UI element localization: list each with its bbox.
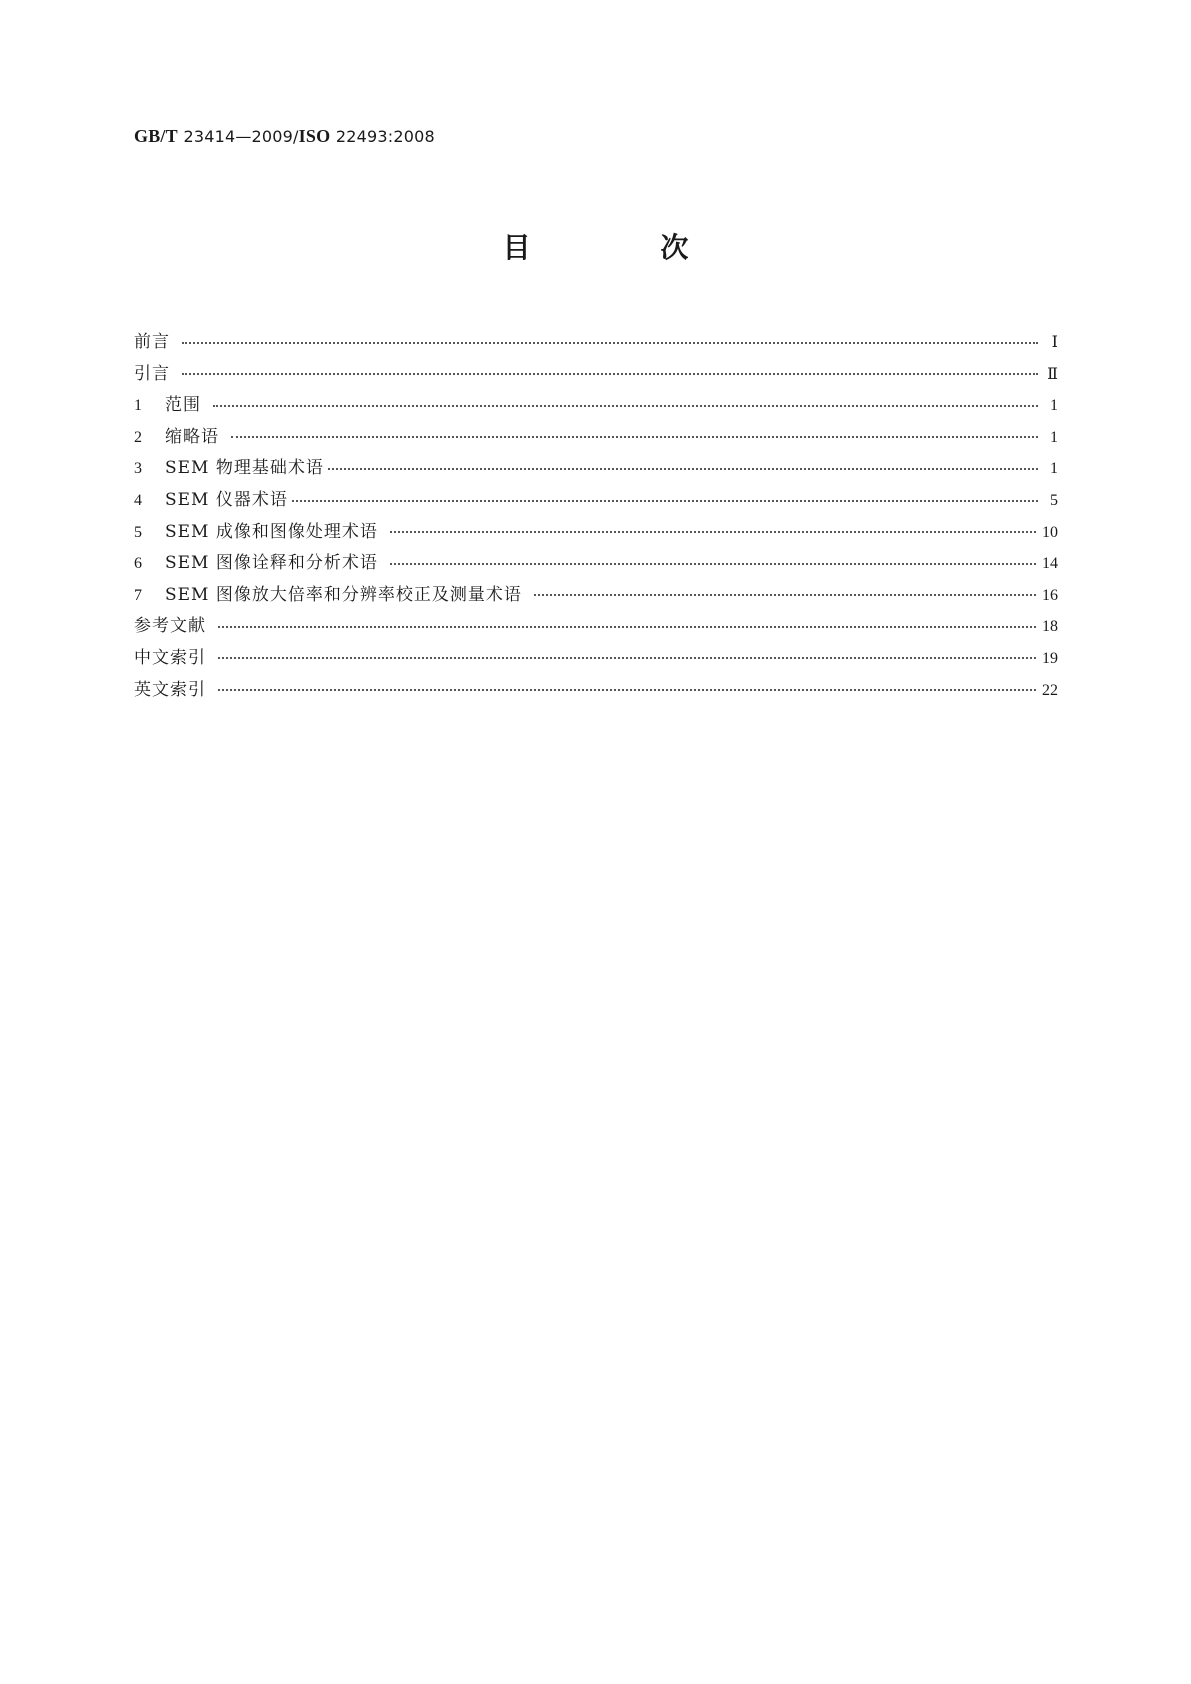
toc-entry-label: 引言 xyxy=(134,363,170,384)
toc-entry-number: 7 xyxy=(134,586,142,604)
toc-entry-bibliography[interactable] xyxy=(134,611,1058,643)
toc-entry-label: SEM 成像和图像处理术语 xyxy=(165,521,378,542)
toc-entry-page: 22 xyxy=(1042,681,1058,699)
toc-entry-chinese-index[interactable] xyxy=(134,643,1058,675)
std-prefix: GB/T xyxy=(134,126,178,146)
iso-prefix: ISO xyxy=(298,126,331,146)
toc-entry-sem-physics-terms[interactable] xyxy=(134,453,1058,485)
toc-entry-label: SEM 图像放大倍率和分辨率校正及测量术语 xyxy=(165,584,522,605)
dot-leader xyxy=(218,640,1036,659)
toc-entry-label: SEM 图像诠释和分析术语 xyxy=(165,553,378,574)
toc-entry-page: 16 xyxy=(1042,586,1058,604)
dot-leader xyxy=(390,514,1036,533)
toc-entry-label: 范围 xyxy=(165,395,201,416)
table-of-contents xyxy=(134,327,1058,706)
toc-entry-number: 4 xyxy=(134,491,142,509)
dot-leader xyxy=(231,419,1038,438)
toc-entry-page: 1 xyxy=(1050,397,1058,415)
standard-header xyxy=(134,126,435,147)
toc-entry-page: 1 xyxy=(1050,428,1058,446)
dot-leader xyxy=(218,609,1036,628)
toc-entry-introduction[interactable] xyxy=(134,359,1058,391)
toc-entry-page: 5 xyxy=(1050,491,1058,509)
dot-leader xyxy=(534,577,1036,596)
dot-leader xyxy=(182,356,1038,375)
toc-entry-number: 1 xyxy=(134,397,142,415)
toc-entry-label: 参考文献 xyxy=(134,616,206,637)
toc-entry-foreword[interactable] xyxy=(134,327,1058,359)
std-number: 23414—2009/ xyxy=(183,127,299,146)
toc-entry-sem-interpretation-terms[interactable] xyxy=(134,548,1058,580)
toc-entry-sem-instrument-terms[interactable] xyxy=(134,485,1058,517)
toc-entry-page: 1 xyxy=(1050,460,1058,478)
toc-entry-label: 缩略语 xyxy=(165,426,219,447)
toc-entry-number: 3 xyxy=(134,460,142,478)
dot-leader xyxy=(328,451,1038,470)
toc-entry-page: 14 xyxy=(1042,555,1058,573)
toc-entry-page: 18 xyxy=(1042,618,1058,636)
toc-entry-page: Ⅱ xyxy=(1047,365,1058,383)
toc-entry-english-index[interactable] xyxy=(134,675,1058,707)
toc-entry-page: Ⅰ xyxy=(1051,334,1058,351)
dot-leader xyxy=(182,325,1038,344)
iso-number: 22493:2008 xyxy=(335,127,435,146)
toc-entry-label: SEM 仪器术语 xyxy=(165,489,288,510)
toc-entry-label: 前言 xyxy=(134,332,170,352)
dot-leader xyxy=(213,388,1038,407)
toc-entry-number: 5 xyxy=(134,523,142,541)
toc-entry-page: 10 xyxy=(1042,523,1058,541)
toc-entry-number: 2 xyxy=(134,428,142,446)
toc-entry-label: 英文索引 xyxy=(134,679,206,700)
toc-entry-sem-imaging-terms[interactable] xyxy=(134,517,1058,549)
dot-leader xyxy=(218,672,1036,691)
dot-leader xyxy=(292,483,1038,502)
toc-entry-label: 中文索引 xyxy=(134,647,206,668)
toc-entry-scope[interactable] xyxy=(134,390,1058,422)
toc-entry-sem-calibration-terms[interactable] xyxy=(134,580,1058,612)
page-title: 目 次 xyxy=(502,231,749,264)
toc-entry-page: 19 xyxy=(1042,649,1058,667)
toc-entry-abbreviations[interactable] xyxy=(134,422,1058,454)
dot-leader xyxy=(390,546,1036,565)
toc-entry-label: SEM 物理基础术语 xyxy=(165,458,324,479)
toc-entry-number: 6 xyxy=(134,555,142,573)
